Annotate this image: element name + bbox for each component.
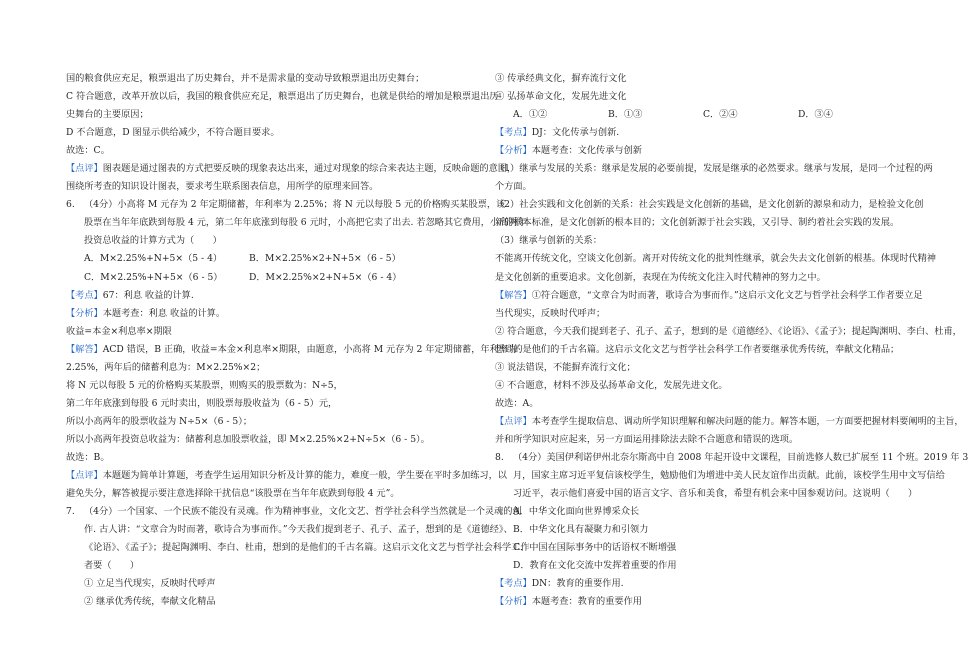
annotation-tag: 【分析】 <box>66 307 103 319</box>
left-line <box>66 88 499 106</box>
text-line: 将 N 元以每股 5 元的价格购买某股票，则购买的股票数为：N÷5， <box>66 379 343 391</box>
text-line: 国的粮食供应充足，粮票退出了历史舞台，并不是需求量的变动导致粮票退出历史舞台； <box>66 73 425 84</box>
annotation-tag: 【分析】 <box>495 145 532 157</box>
text-line: D．教育在文化交流中发挥着重要的作用 <box>513 560 677 572</box>
right-annotation-line <box>495 142 907 160</box>
text-line: 月，国家主席习近平复信该校学生，勉励他们为增进中美人民友谊作出贡献。此前，该校学生用中文写信给 <box>513 470 945 482</box>
text-line: 习近平，表示他们喜爱中国的语言文字、音乐和美食，希望有机会来中国参观访问。这说明（ ） <box>513 488 918 500</box>
annotation-tag: 【考点】 <box>495 127 532 139</box>
question-number: 6. <box>66 199 75 211</box>
left-annotation-line <box>66 305 474 323</box>
annotation-text: 本题考查：教育的重要作用 <box>531 596 642 608</box>
right-line <box>495 503 907 521</box>
annotation-tag: 【点评】 <box>66 470 103 482</box>
left-line <box>66 449 474 467</box>
right-line <box>495 88 907 106</box>
right-line <box>495 178 907 196</box>
left-line <box>66 323 474 341</box>
text-line: ② 符合题意，今天我们提到老子、孔子、孟子，想到的是《道德经》、《论语》、《孟子》；提起陶渊明、李白、杜甫， <box>495 325 962 337</box>
right-line <box>495 305 907 323</box>
text-line: 避免失分，解答被提示要注意选择除干扰信息“该股票在当年年底跌到每股 4 元”。 <box>66 488 400 500</box>
left-question-line <box>66 503 522 521</box>
text-line: C．中国在国际事务中的话语权不断增强 <box>513 542 677 554</box>
left-annotation-line <box>66 467 507 485</box>
left-annotation-line <box>66 287 474 305</box>
text-line: 第二年年底涨到每股 6 元时卖出，则股票每股收益为（6 - 5）元， <box>66 397 338 409</box>
right-column <box>495 70 968 611</box>
right-options-row <box>495 106 907 124</box>
annotation-tag: 【点评】 <box>495 415 532 427</box>
text-line: B．中华文化具有凝聚力和引领力 <box>513 524 649 536</box>
text-line: 史舞台的主要原因； <box>66 109 149 121</box>
text-line: 故选：C。 <box>66 145 110 157</box>
text-line: 所以小高两年的股票收益为 N÷5×（6 - 5）； <box>66 415 253 427</box>
left-line <box>66 214 527 232</box>
question-number: 8. <box>495 451 504 463</box>
left-line <box>66 413 474 431</box>
answer-option: A．①② <box>513 109 548 121</box>
answer-option: A．M×2.25%+N+5×（5 - 4） <box>84 253 223 265</box>
right-line <box>495 196 924 214</box>
annotation-text: ACD 错误，B 正确，收益=本金×利息率×期限，由题意，小高将 M 元存为 2 年定期储蓄，年利率为 <box>102 343 518 355</box>
answer-option: D．M×2.25%×2+N+5×（6 - 4） <box>249 271 402 283</box>
annotation-tag: 【分析】 <box>495 596 532 608</box>
right-annotation-line <box>495 124 907 142</box>
left-line <box>66 521 513 539</box>
right-line <box>495 467 945 485</box>
text-line: 新的根本标准，是文化创新的根本目的；文化创新源于社会实践，又引导、制约着社会实践的发展。 <box>495 217 900 229</box>
right-annotation-line <box>495 287 923 305</box>
text-line: 投资总收益的计算方式为（ ） <box>84 235 222 247</box>
left-question-line <box>66 196 506 214</box>
text-line: 收益=本金×利息率×期限 <box>66 325 172 337</box>
answer-option: C．②④ <box>703 109 738 121</box>
answer-option: B．①③ <box>608 109 643 121</box>
annotation-text: 本题考查：文化传承与创新 <box>531 145 642 157</box>
text-line: （3）继承与创新的关系： <box>495 235 602 247</box>
left-annotation-line <box>66 160 517 178</box>
question-number: 7. <box>66 506 75 518</box>
text-line: C 符合题意，改革开放以后，我国的粮食供应充足，粮票退出了历史舞台，也就是供给的增加是粮票退出历 <box>66 91 499 103</box>
right-line <box>495 214 907 232</box>
annotation-text: 图表题是通过图表的方式把要反映的现象表达出来，通过对现象的综合来表达主题，反映命题的意图， <box>102 163 517 175</box>
annotation-text: 本题题为简单计算题，考查学生运用知识分析及计算的能力，难度一般，学生要在平时多加练习，以 <box>102 470 507 482</box>
right-line <box>495 377 907 395</box>
text-line: 故选：A。 <box>495 397 539 409</box>
left-line <box>66 377 474 395</box>
left-line <box>66 106 474 124</box>
annotation-text: 本考查学生提取信息、调动所学知识理解和解决问题的能力。解答本题，一方面要把握材料要阐明的主旨， <box>531 415 964 427</box>
right-question-line <box>495 449 968 467</box>
annotation-text: ①符合题意，“文章合为时而著，歌诗合为事而作。”这启示文化文艺与哲学社会科学工作者要立足 <box>531 289 923 301</box>
left-line <box>66 557 474 575</box>
question-text: （4分）一个国家、一个民族不能没有灵魂。作为精神事业，文化文艺、哲学社会科学当然就是一个灵魂的创 <box>84 506 522 518</box>
text-line: 个方面。 <box>495 181 532 193</box>
right-line <box>495 323 962 341</box>
text-line: 所以小高两年投资总收益为：储蓄利息加股票收益，即 M×2.25%×2+N÷5×（6 - 5）。 <box>66 433 430 445</box>
right-line <box>495 521 907 539</box>
annotation-text: 67：利息 收益的计算. <box>102 289 194 301</box>
text-line: A．中华文化面向世界博采众长 <box>513 506 640 518</box>
annotation-text: DN：教育的重要作用. <box>531 578 624 590</box>
right-line <box>495 70 907 88</box>
left-line <box>66 142 474 160</box>
annotation-tag: 【解答】 <box>66 343 103 355</box>
right-line <box>495 557 907 575</box>
left-annotation-line <box>66 341 518 359</box>
text-line: ② 继承优秀传统，奉献文化精品 <box>84 596 216 608</box>
left-options-row <box>66 250 474 268</box>
text-line: ④ 不合题意，材料不涉及弘扬革命文化，发展先进文化。 <box>495 379 728 391</box>
left-options-row <box>66 269 474 287</box>
text-line: 作. 古人讲：“文章合为时而著，歌诗合为事而作。”今天我们提到老子、孔子、孟子，想到的是《道德经》、 <box>84 524 513 536</box>
text-line: ① 立足当代现实，反映时代呼声 <box>84 578 216 590</box>
text-line: D 不合题意，D 图显示供给减少，不符合题目要求。 <box>66 127 280 139</box>
right-annotation-line <box>495 593 907 611</box>
text-line: 并和所学知识对应起来，另一方面运用排除法去除不合题意和错误的选项。 <box>495 433 799 445</box>
text-line: ③ 传承经典文化，摒弃流行文化 <box>495 73 627 84</box>
right-line <box>495 539 907 557</box>
left-line <box>66 395 474 413</box>
question-text: （4分）小高将 M 元存为 2 年定期储蓄，年利率为 2.25%；将 N 元以每股 5 元的价格购买某股票，该 <box>84 199 506 211</box>
text-line: （1）继承与发展的关系：继承是发展的必要前提，发展是继承的必然要求。继承与发展，是同一个过程的两 <box>495 163 933 175</box>
text-line: 2.25%，两年后的储蓄利息为：M×2.25%×2； <box>66 361 266 373</box>
text-line: 故选：B。 <box>66 451 110 463</box>
right-line <box>495 269 907 287</box>
text-line: 者要（ ） <box>84 560 140 572</box>
right-annotation-line <box>495 575 907 593</box>
right-line <box>495 395 907 413</box>
right-line <box>495 250 936 268</box>
left-line <box>66 70 474 88</box>
annotation-text: 本题考查：利息 收益的计算。 <box>102 307 226 319</box>
right-annotation-line <box>495 413 964 431</box>
left-line <box>66 232 474 250</box>
answer-option: D．③④ <box>798 109 833 121</box>
right-line <box>495 160 933 178</box>
annotation-tag: 【考点】 <box>66 289 103 301</box>
left-line <box>66 575 474 593</box>
text-line: 想到的是他们的千古名篇。这启示文化文艺与哲学社会科学工作者要继承优秀传统，奉献文化精品； <box>495 343 900 355</box>
left-line <box>66 431 474 449</box>
text-line: ④ 弘扬革命文化，发展先进文化 <box>495 91 627 103</box>
left-line <box>66 593 474 611</box>
question-text: （4分）美国伊利诺伊州北奈尔斯高中自 2008 年起开设中文课程，目前选修人数已扩展至 11 个班。2019 年 3 <box>513 451 968 463</box>
text-line: 当代现实，反映时代呼声； <box>495 307 606 319</box>
left-line <box>66 178 474 196</box>
right-line <box>495 341 907 359</box>
annotation-text: DJ：文化传承与创新. <box>531 127 620 139</box>
text-line: （2）社会实践和文化创新的关系：社会实践是文化创新的基础，是文化创新的源泉和动力，是检验文化创 <box>495 199 924 211</box>
right-line <box>495 485 918 503</box>
right-line <box>495 431 907 449</box>
text-line: 《论语》、《孟子》；提起陶渊明、李白、杜甫，想到的是他们的千古名篇。这启示文化文艺与哲学社会科学工作 <box>84 542 530 554</box>
text-line: 围绕所考查的知识设计图表，要求考生联系图表信息，用所学的原理来回答。 <box>66 181 379 193</box>
text-line: 是文化创新的重要追求。文化创新，表现在为传统文化注入时代精神的努力之中。 <box>495 271 826 283</box>
text-line: ③ 说法错误，不能摒弃流行文化； <box>495 361 636 373</box>
annotation-tag: 【考点】 <box>495 578 532 590</box>
answer-option: B．M×2.25%×2+N+5×（6 - 5） <box>249 253 401 265</box>
annotation-tag: 【解答】 <box>495 289 532 301</box>
left-line <box>66 485 474 503</box>
right-line <box>495 359 907 377</box>
right-line <box>495 232 907 250</box>
annotation-tag: 【点评】 <box>66 163 103 175</box>
left-line <box>66 539 530 557</box>
left-line <box>66 124 474 142</box>
text-line: 不能离开传统文化，空谈文化创新。离开对传统文化的批判性继承，就会失去文化创新的根基。体现时代精神 <box>495 253 936 265</box>
left-line <box>66 359 474 377</box>
answer-option: C．M×2.25%+N+5×（6 - 5） <box>84 271 223 283</box>
text-line: 股票在当年年底跌到每股 4 元，第二年年底涨到每股 6 元时，小高把它卖了出去. 若忽略其它费用，小高两年 <box>84 217 527 229</box>
